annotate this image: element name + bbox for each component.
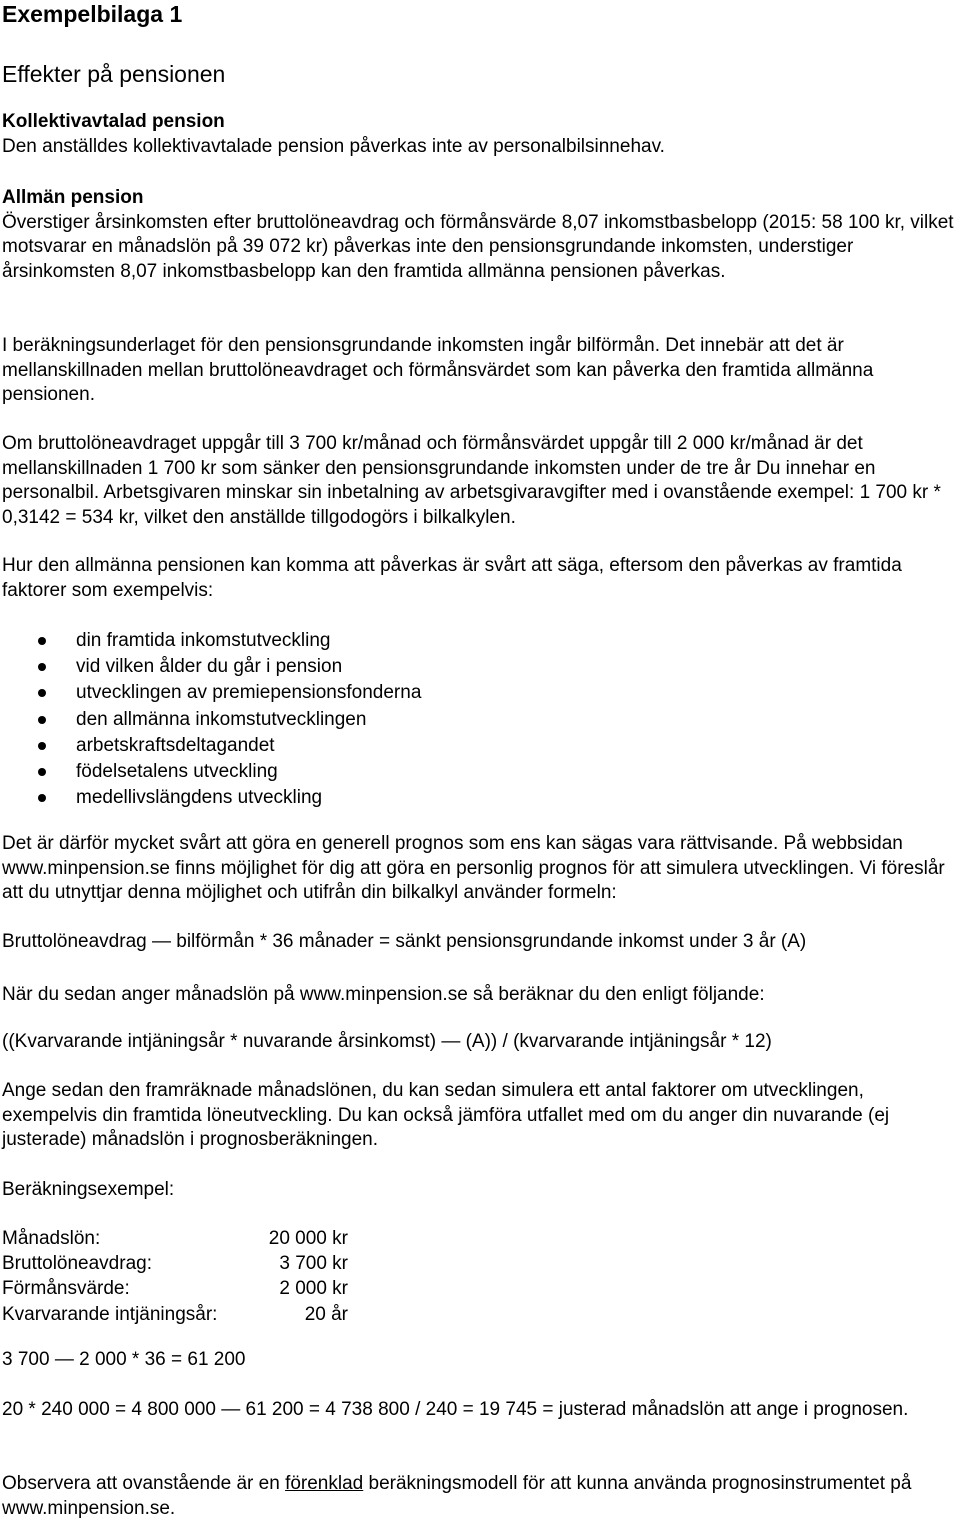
- list-item-label: födelsetalens utveckling: [76, 760, 278, 782]
- section-kollektiv: [2, 110, 956, 159]
- bullet-icon: [38, 663, 46, 671]
- calculation-step-1: [2, 1348, 956, 1373]
- bullet-icon: [38, 794, 46, 802]
- table-cell-label: Bruttolöneavdrag:: [2, 1253, 152, 1275]
- factors-list: [0, 628, 421, 811]
- bullet-icon: [38, 742, 46, 750]
- list-item: [0, 707, 421, 733]
- list-item-label: vid vilken ålder du går i pension: [76, 656, 343, 678]
- list-item-label: utvecklingen av premiepensionsfonderna: [76, 682, 422, 704]
- paragraph-prognos: [2, 832, 956, 906]
- note-text-start: Observera att ovanstående är en: [2, 1473, 286, 1494]
- table-row: [0, 1251, 348, 1276]
- paragraph-text: När du sedan anger månadslön på www.minpension.se så beräknar du den enligt följande:: [2, 984, 765, 1005]
- table-row: [0, 1226, 348, 1251]
- section-text-allman: Överstiger årsinkomsten efter bruttolöneavdrag och förmånsvärde 8,07 inkomstbasbelopp (2015: 58 100 kr, vilket motsvarar en månadslön på 39 072 kr) påverkas inte den pensionsgrundande inkomsten, understiger årsinkomsten 8,07 inkomstbasbelopp kan den framtida allmänna pensionen påverkas.: [2, 211, 954, 282]
- paragraph-text: Ange sedan den framräknade månadslönen, du kan sedan simulera ett antal faktorer om utvecklingen, exempelvis din framtida löneutveckling. Du kan också jämföra utfallet med om du anger din nuvarande (ej justerade) månadslön i prognosberäkningen.: [2, 1080, 890, 1150]
- table-row: [0, 1302, 348, 1327]
- list-item: [0, 759, 421, 785]
- paragraph-minpension: [2, 983, 956, 1008]
- paragraph-note: [2, 1472, 956, 1521]
- example-heading: [2, 1178, 956, 1203]
- table-cell-label: Kvarvarande intjäningsår:: [2, 1303, 218, 1325]
- formula-monthly-salary: [2, 1030, 956, 1055]
- example-heading-text: Beräkningsexempel:: [2, 1179, 175, 1200]
- list-item-label: medellivslängdens utveckling: [76, 787, 323, 809]
- calculation-step-2: [2, 1398, 956, 1423]
- paragraph-text: Hur den allmänna pensionen kan komma att påverkas är svårt att säga, eftersom den påverkas av framtida faktorer som exempelvis:: [2, 555, 902, 601]
- table-cell-value: 20 000 kr: [268, 1228, 348, 1249]
- list-item: [0, 654, 421, 680]
- section-text-kollektiv: Den anställdes kollektivavtalade pension påverkas inte av personalbilsinnehav.: [2, 135, 665, 157]
- formula-reduced-income: [2, 930, 956, 955]
- bullet-icon: [38, 637, 46, 645]
- example-table: [0, 1226, 348, 1327]
- list-item-label: arbetskraftsdeltagandet: [76, 734, 275, 756]
- note-emphasis: förenklad: [285, 1473, 364, 1494]
- paragraph-simulate: [2, 1079, 956, 1153]
- table-cell-value: 20 år: [304, 1303, 348, 1325]
- table-row: [0, 1276, 348, 1301]
- note-text: [2, 1472, 956, 1521]
- table-cell-value: 2 000 kr: [279, 1278, 348, 1300]
- paragraph-text: Det är därför mycket svårt att göra en generell prognos som ens kan sägas vara rättvisande. På webbsidan www.minpension.se finns möjlighet för dig att göra en personlig prognos för att simulera utvecklingen. Vi föreslår att du utnyttjar denna möjlighet och utifrån din bilkalkyl använder formeln:: [2, 833, 945, 903]
- table-cell-label: Månadslön:: [2, 1228, 101, 1249]
- bullet-icon: [38, 689, 46, 697]
- list-item: [0, 680, 421, 706]
- formula-text: ((Kvarvarande intjäningsår * nuvarande årsinkomst) — (A)) / (kvarvarande intjäningsår * 12): [2, 1031, 772, 1052]
- note-text-end: beräkningsmodell för att kunna använda prognosinstrumentet på www.minpension.se.: [2, 1473, 912, 1519]
- calculation-text: 3 700 — 2 000 * 36 = 61 200: [2, 1349, 246, 1370]
- table-cell-value: 3 700 kr: [279, 1253, 348, 1275]
- section-allman: [2, 186, 956, 284]
- paragraph-text: Om bruttolöneavdraget uppgår till 3 700 kr/månad och förmånsvärdet uppgår till 2 000 kr/månad är det mellanskillnaden 1 700 kr som sänker den pensionsgrundande inkomsten under de tre år Du innehar en personalbil. Arbetsgivaren minskar sin inbetalning av arbetsgivaravgifter med i ovanstående exempel: 1 700 kr * 0,3142 = 534 kr, vilket den anställde tillgodogörs i bilkalkylen.: [2, 433, 941, 528]
- list-item: [0, 785, 421, 811]
- bullet-icon: [38, 716, 46, 724]
- calculation-text: 20 * 240 000 = 4 800 000 — 61 200 = 4 738 800 / 240 = 19 745 = justerad månadslön att ange i prognosen.: [2, 1399, 909, 1420]
- list-item: [0, 733, 421, 759]
- list-item: [0, 628, 421, 654]
- bullet-icon: [38, 768, 46, 776]
- paragraph-factors-intro: [2, 554, 956, 603]
- formula-text: Bruttolöneavdrag — bilförmån * 36 månader = sänkt pensionsgrundande inkomst under 3 år (A): [2, 931, 807, 952]
- list-item-label: din framtida inkomstutveckling: [76, 630, 331, 651]
- list-item-label: den allmänna inkomstutvecklingen: [76, 708, 367, 730]
- document-subtitle: Effekter på pensionen: [2, 61, 226, 87]
- paragraph-text: I beräkningsunderlaget för den pensionsgrundande inkomsten ingår bilförmån. Det innebär att det är mellanskillnaden mellan bruttolöneavdraget och förmånsvärdet som kan påverka den framtida allmänna pensionen.: [2, 335, 874, 405]
- document-title: Exempelbilaga 1: [2, 1, 183, 27]
- section-heading-kollektiv: Kollektivavtalad pension: [2, 111, 225, 132]
- table-cell-label: Förmånsvärde:: [2, 1278, 130, 1300]
- section-heading-allman: Allmän pension: [2, 187, 144, 208]
- paragraph-bilforman: [2, 334, 956, 408]
- paragraph-example-deduction: [2, 432, 956, 530]
